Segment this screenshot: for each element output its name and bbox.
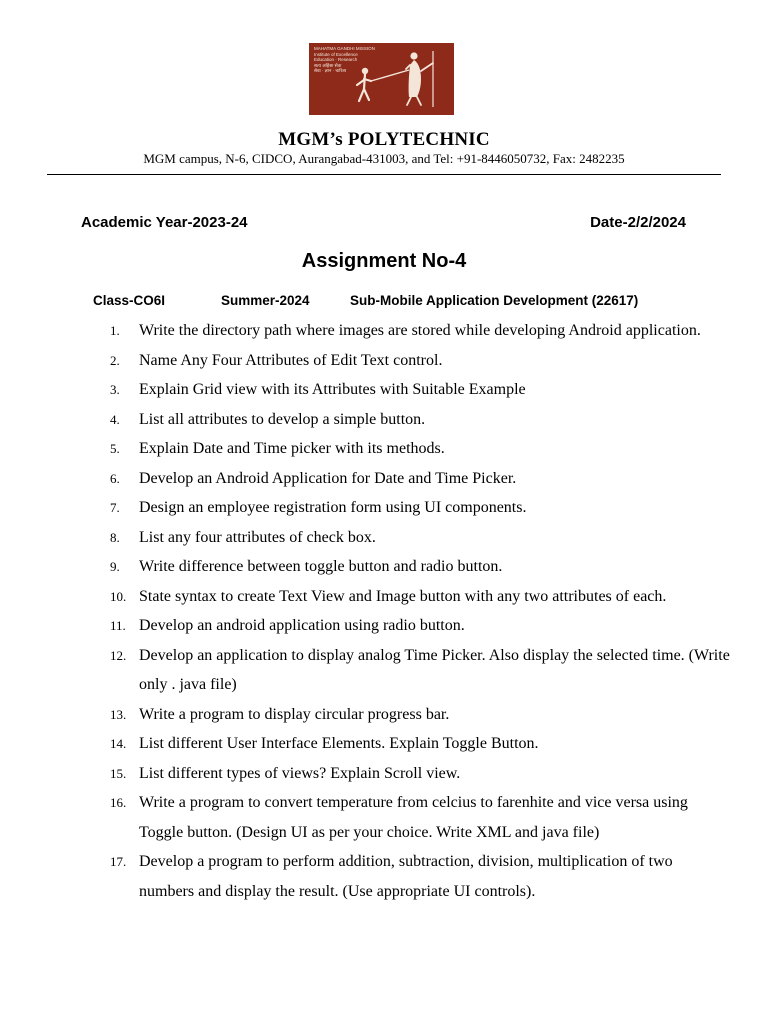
question-number: 1. <box>110 323 120 338</box>
list-item <box>110 405 730 435</box>
question-text: Write difference between toggle button and radio button. <box>139 558 503 575</box>
question-number: 2. <box>110 352 120 368</box>
institute-logo <box>309 43 454 115</box>
question-text: Develop an android application using radio button. <box>139 617 465 634</box>
question-number: 16. <box>110 795 127 810</box>
question-number: 17. <box>110 854 127 869</box>
question-number: 6. <box>110 470 120 486</box>
list-item <box>110 493 730 523</box>
assignment-title: Assignment No-4 <box>301 250 467 272</box>
question-number: 15. <box>110 765 127 781</box>
question-text: List all attributes to develop a simple button. <box>139 410 426 428</box>
list-item <box>110 641 730 700</box>
academic-year: Academic Year-2023-24 <box>81 214 248 231</box>
header-divider <box>47 174 721 175</box>
logo-text: MAHATMA GANDHI MISSION Institute of Excellence Education · Research सत्य अहिंसा सेवा सेवा · ज्ञान · चारित्र्य <box>314 46 375 74</box>
list-item <box>110 346 730 376</box>
list-item <box>110 375 730 405</box>
question-text: Write a program to convert temperature from celcius to farenhite and vice versa using Toggle button. (Design UI as per your choice. Write XML and java file) <box>139 794 688 841</box>
list-item <box>110 552 730 582</box>
question-text: Develop a program to perform addition, subtraction, division, multiplication of two numbers and display the result. (Use appropriate UI controls). <box>139 853 673 900</box>
list-item <box>110 523 730 553</box>
list-item <box>110 611 730 641</box>
list-item <box>110 759 730 789</box>
question-text: Develop an application to display analog Time Picker. Also display the selected time. (Write only . java file) <box>139 646 730 693</box>
question-number: 5. <box>110 441 120 456</box>
question-text: List different User Interface Elements. Explain Toggle Button. <box>139 735 539 752</box>
session-label: Summer-2024 <box>221 293 310 308</box>
question-text: List different types of views? Explain Scroll view. <box>139 764 461 782</box>
question-number: 11. <box>110 618 126 633</box>
question-text: Develop an Android Application for Date and Time Picker. <box>139 469 517 487</box>
assignment-date: Date-2/2/2024 <box>590 214 686 231</box>
question-text: Design an employee registration form using UI components. <box>139 499 527 516</box>
question-text: Write the directory path where images are stored while developing Android application. <box>139 322 701 339</box>
question-number: 14. <box>110 736 127 751</box>
class-label: Class-CO6I <box>93 293 166 308</box>
question-text: State syntax to create Text View and Image button with any two attributes of each. <box>139 587 667 605</box>
question-number: 3. <box>110 382 120 397</box>
question-number: 13. <box>110 706 127 722</box>
list-item <box>110 464 730 494</box>
list-item <box>110 847 730 906</box>
question-number: 4. <box>110 411 120 427</box>
question-text: Explain Grid view with its Attributes with Suitable Example <box>139 381 526 398</box>
question-text: List any four attributes of check box. <box>139 528 376 546</box>
list-item <box>110 316 730 346</box>
question-text: Write a program to display circular progress bar. <box>139 705 450 723</box>
question-number: 8. <box>110 529 120 545</box>
question-list <box>110 316 730 906</box>
college-name: MGM’s POLYTECHNIC <box>278 129 490 150</box>
list-item <box>110 582 730 612</box>
question-number: 7. <box>110 500 120 515</box>
question-text: Explain Date and Time picker with its methods. <box>139 440 445 457</box>
subject-label: Sub-Mobile Application Development (22617) <box>350 293 639 308</box>
logo-figures-icon <box>309 43 454 115</box>
list-item <box>110 700 730 730</box>
list-item <box>110 788 730 847</box>
list-item <box>110 434 730 464</box>
question-number: 9. <box>110 559 120 574</box>
question-number: 12. <box>110 647 127 663</box>
list-item <box>110 729 730 759</box>
college-address: MGM campus, N-6, CIDCO, Aurangabad-431003, and Tel: +91-8446050732, Fax: 2482235 <box>143 151 625 166</box>
question-text: Name Any Four Attributes of Edit Text control. <box>139 351 443 369</box>
question-number: 10. <box>110 588 127 604</box>
